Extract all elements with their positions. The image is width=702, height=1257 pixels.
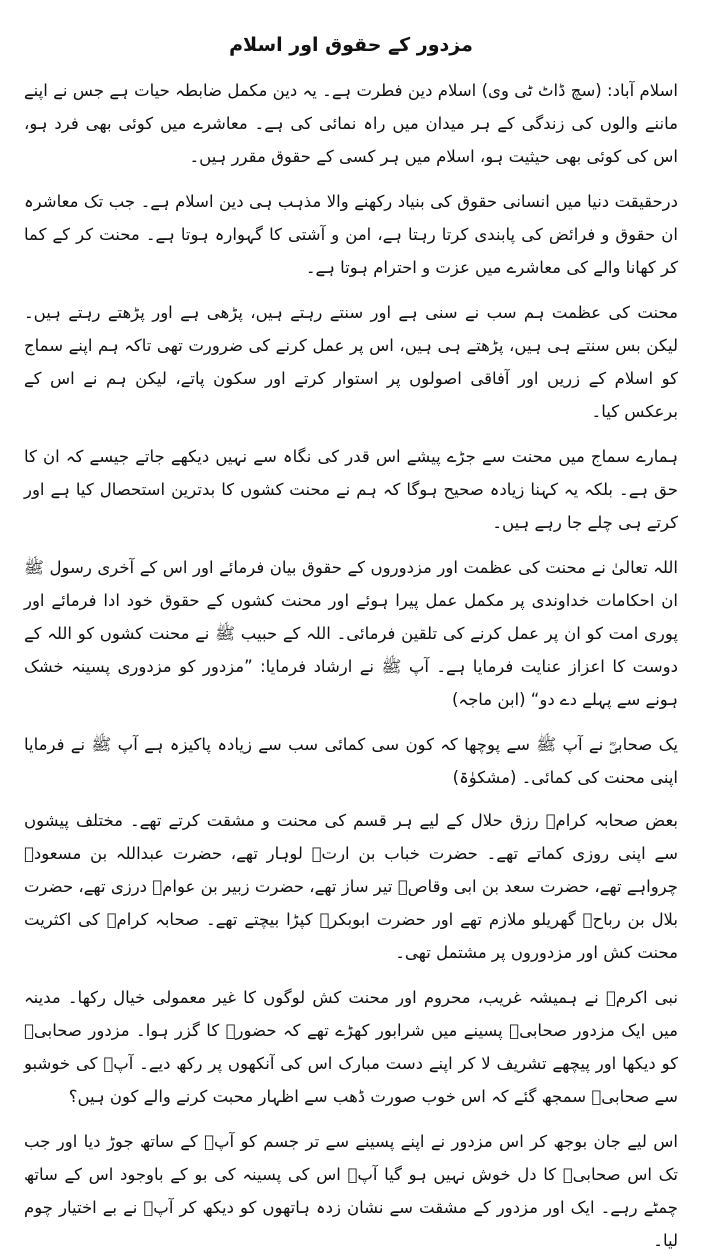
article-paragraph: یک صحابیؓ نے آپ ﷺ سے پوچھا کہ کون سی کمائی سب سے زیادہ پاکیزہ ہے آپ ﷺ نے فرمایا اپنی محنت کی کمائی۔ (مشکوٰۃ) (24, 735, 678, 787)
article-paragraph: محنت کی عظمت ہم سب نے سنی ہے اور سنتے رہتے ہیں، پڑھی ہے اور پڑھتے رہتے ہیں۔ لیکن بس سنتے ہی ہیں، پڑھتے ہی ہیں، اس پر عمل کرنے کی ضرورت تھی تاکہ ہم اپنے سماج کو اسلام کے زریں اور آفاقی اصولوں پر استوار کرتے اور سکون پاتے، لیکن ہم نے اس کے برعکس کیا۔ (24, 303, 678, 421)
article-paragraph: بعض صحابہ کرامؓ رزق حلال کے لیے ہر قسم کی محنت و مشقت کرتے تھے۔ مختلف پیشوں سے اپنی روزی کماتے تھے۔ حضرت خباب بن ارتؓ لوہار تھے، حضرت عبداللہ بن مسعودؓ چرواہے تھے، حضرت سعد بن ابی وقاصؓ تیر ساز تھے، حضرت زبیر بن عوامؓ درزی تھے، حضرت بلال بن رباحؓ گھریلو ملازم تھے اور حضرت ابوبکرؓ کپڑا بیچتے تھے۔ صحابہ کرامؓ کی اکثریت محنت کش اور مزدوروں پر مشتمل تھی۔ (24, 811, 678, 962)
article-title: مزدور کے حقوق اور اسلام (229, 34, 473, 56)
article-paragraph: اسلام آباد: (سچ ڈاٹ ٹی وی) اسلام دین فطرت ہے۔ یہ دین مکمل ضابطہ حیات ہے جس نے اپنے ماننے والوں کی زندگی کے ہر میدان میں راہ نمائی کی ہے۔ معاشرے میں کوئی بھی فرد ہو، اس کی کوئی بھی حیثیت ہو، اسلام میں ہر کسی کے حقوق مقرر ہیں۔ (24, 81, 678, 166)
article-paragraph: درحقیقت دنیا میں انسانی حقوق کی بنیاد رکھنے والا مذہب ہی دین اسلام ہے۔ جب تک معاشرہ ان حقوق و فرائض کی پابندی کرتا رہتا ہے، امن و آشتی کا گہوارہ ہوتا ہے۔ محنت کر کے کما کر کھانا والے کی معاشرے میں عزت و احترام ہوتا ہے۔ (24, 192, 678, 277)
article-paragraph: اللہ تعالیٰ نے محنت کی عظمت اور مزدوروں کے حقوق بیان فرمائے اور اس کے آخری رسول ﷺ ان احکامات خداوندی پر مکمل عمل پیرا ہوئے اور محنت کشوں کے حقوق خود ادا فرمائے اور پوری امت کو ان پر عمل کرنے کی تلقین فرمائی۔ اللہ کے حبیب ﷺ نے محنت کشوں کو اللہ کے دوست کا اعزاز عنایت فرمایا ہے۔ آپ ﷺ نے ارشاد فرمایا: ”مزدور کو مزدوری پسینہ خشک ہونے سے پہلے دے دو“ (ابن ماجہ) (24, 558, 678, 709)
article-paragraph: ہمارے سماج میں محنت سے جڑے پیشے اس قدر کی نگاہ سے نہیں دیکھے جاتے جیسے کہ ان کا حق ہے۔ بلکہ یہ کہنا زیادہ صحیح ہوگا کہ ہم نے محنت کشوں کا بدترین استحصال کیا ہے اور کرتے ہی چلے جا رہے ہیں۔ (24, 447, 678, 532)
article-paragraph: اس لیے جان بوجھ کر اس مزدور نے اپنے پسینے سے تر جسم کو آپؐ کے ساتھ جوڑ دیا اور جب تک اس صحابیؓ کا دل خوش نہیں ہو گیا آپؐ اس کی پسینہ کی بو کے باوجود اس کے ساتھ چمٹے رہے۔ ایک اور مزدور کے مشقت سے نشان زدہ ہاتھوں کو دیکھ کر آپؐ نے بے اختیار چوم لیا۔ (24, 1132, 678, 1250)
article-paragraph: نبی اکرمؐ نے ہمیشہ غریب، محروم اور محنت کش لوگوں کا غیر معمولی خیال رکھا۔ مدینہ میں ایک مزدور صحابیؓ پسینے میں شرابور کھڑے تھے کہ حضورؐ کا گزر ہوا۔ مزدور صحابیؓ کو دیکھا اور پیچھے تشریف لا کر اپنے دست مبارک اس کی آنکھوں پر رکھ دیے۔ آپؐ کی خوشبو سے صحابیؓ سمجھ گئے کہ اس خوب صورت ڈھب سے اظہار محبت کرنے والے کون ہیں؟ (24, 988, 678, 1106)
